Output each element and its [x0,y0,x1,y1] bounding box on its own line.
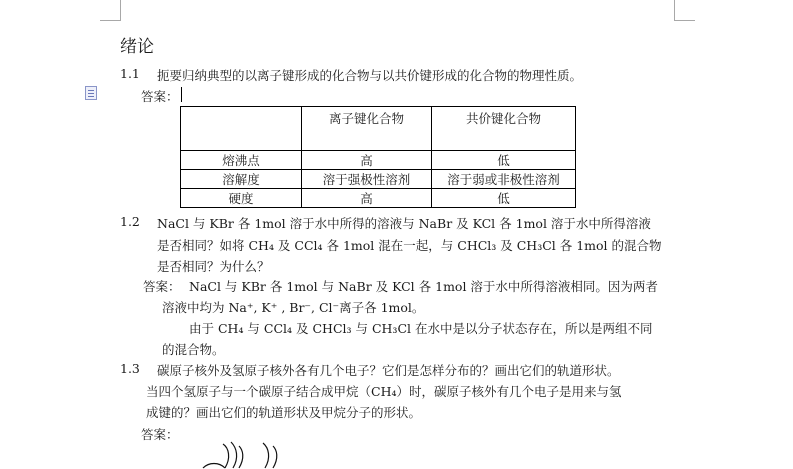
answer-label: 答案： [141,427,179,442]
answer-text[interactable]: 的混合物。 [162,342,225,357]
question-number: 1.2 [120,214,140,229]
table-header-cell[interactable] [181,107,302,151]
table-cell[interactable]: 低 [432,189,576,208]
table-cell[interactable]: 溶解度 [181,170,302,189]
question-text[interactable]: 成键的？画出它们的轨道形状及甲烷分子的形状。 [146,405,422,420]
table-cell[interactable]: 高 [302,189,432,208]
answer-label: 答案： [141,89,179,104]
orbital-drawing [195,440,305,469]
answer-text[interactable]: NaCl 与 KBr 各 1mol 与 NaBr 及 KCl 各 1mol 溶于水中所得溶液相同。因为两者 [189,279,658,294]
question-text[interactable]: 是否相同？为什么？ [157,259,270,274]
paragraph-marker-icon [85,86,97,100]
table-cell[interactable]: 高 [302,151,432,170]
page-corner-mark-left [100,0,121,21]
table-cell[interactable]: 硬度 [181,189,302,208]
table-row [181,151,576,170]
table-cell[interactable]: 溶于弱或非极性溶剂 [432,170,576,189]
question-text[interactable]: 扼要归纳典型的以离子键形成的化合物与以共价键形成的化合物的物理性质。 [157,68,583,83]
answer-text[interactable]: 由于 CH₄ 与 CCl₄ 及 CHCl₃ 与 CH₃Cl 在水中是以分子状态存在，所以是两组不同 [189,321,653,336]
answer-label: 答案： [143,279,181,294]
answer-text[interactable]: 溶液中均为 Na⁺, K⁺ , Br⁻, Cl⁻离子各 1mol。 [162,300,425,315]
properties-table [180,106,576,208]
table-header-cell[interactable]: 离子键化合物 [302,107,432,151]
text-cursor [181,87,182,102]
question-text[interactable]: NaCl 与 KBr 各 1mol 溶于水中所得的溶液与 NaBr 及 KCl 各 1mol 溶于水中所得溶液 [157,216,651,231]
table-cell[interactable]: 溶于强极性溶剂 [302,170,432,189]
question-text[interactable]: 当四个氢原子与一个碳原子结合成甲烷（CH₄）时，碳原子核外有几个电子是用来与氢 [146,384,622,399]
table-header-cell[interactable]: 共价键化合物 [432,107,576,151]
question-text[interactable]: 碳原子核外及氢原子核外各有几个电子？它们是怎样分布的？画出它们的轨道形状。 [157,363,620,378]
question-text[interactable]: 是否相同？如将 CH₄ 及 CCl₄ 各 1mol 混在一起，与 CHCl₃ 及 CH₃Cl 各 1mol 的混合物 [157,238,662,253]
question-number: 1.3 [120,361,140,376]
section-heading: 绪论 [120,37,154,57]
table-cell[interactable]: 低 [432,151,576,170]
table-header-row [181,107,576,151]
table-cell[interactable]: 熔沸点 [181,151,302,170]
question-number: 1.1 [120,66,140,81]
table-row [181,189,576,208]
page-corner-mark-right [674,0,695,21]
table-row [181,170,576,189]
